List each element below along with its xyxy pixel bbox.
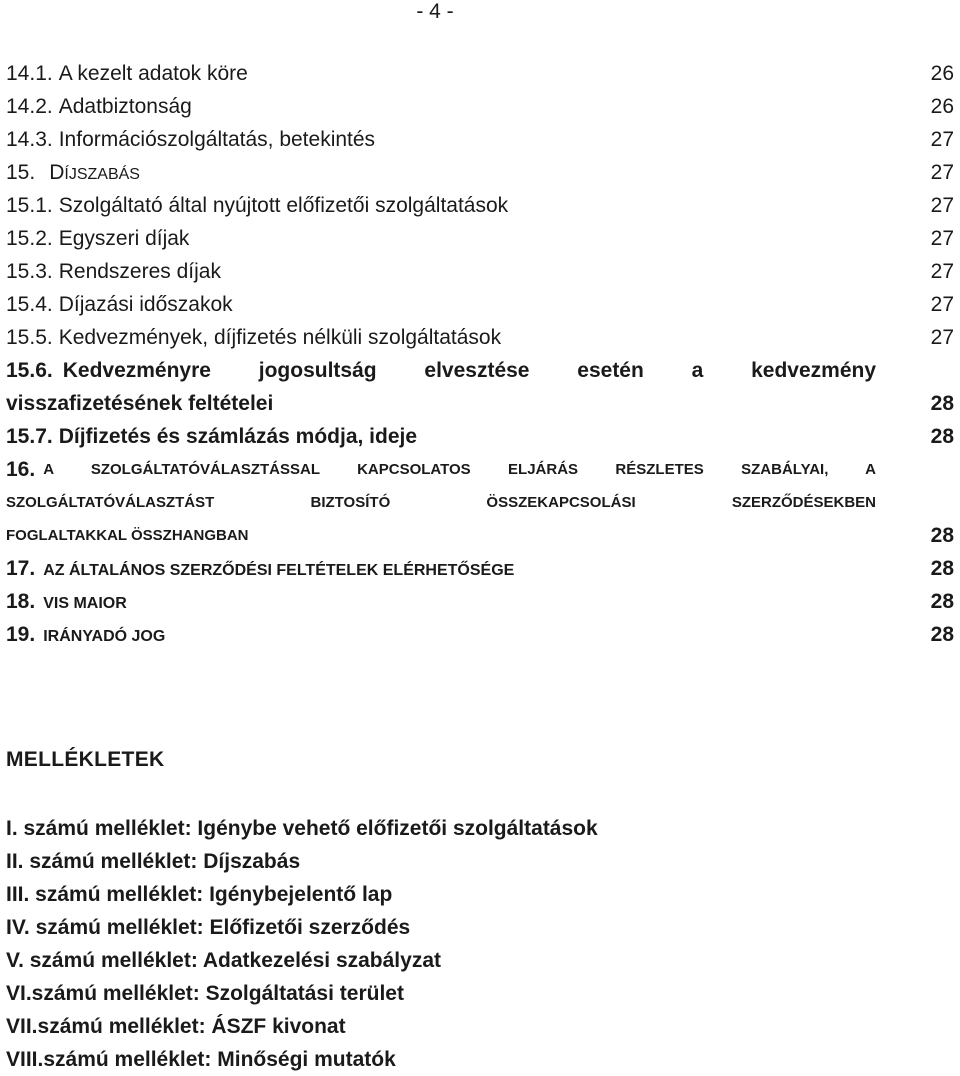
toc-page: 28 <box>930 623 954 646</box>
toc-page: 26 <box>930 95 954 118</box>
toc-entry-15-2 <box>6 222 954 255</box>
annex-item: V. számú melléklet: Adatkezelési szabályzat <box>6 949 441 972</box>
toc-entry-18 <box>6 585 954 618</box>
toc-entry-15-3 <box>6 255 954 288</box>
toc-number: 16. <box>6 458 36 481</box>
toc-title-rest: ÍJSZABÁS <box>64 166 140 183</box>
toc-title: AZ ÁLTALÁNOS SZERZŐDÉSI FELTÉTELEK ELÉRHETŐSÉGE <box>43 562 515 579</box>
toc-title-line2-text: visszafizetésének feltételei <box>6 392 274 415</box>
toc-title-line1 <box>6 453 876 486</box>
toc-page: 27 <box>930 227 954 250</box>
toc-entry-16 <box>6 453 954 552</box>
toc-page: 27 <box>930 161 954 184</box>
toc-page: 27 <box>930 260 954 283</box>
toc-title-line2: SZOLGÁLTATÓVÁLASZTÁST BIZTOSÍTÓ ÖSSZEKAPCSOLÁSI SZERZŐDÉSEKBEN <box>6 494 876 511</box>
annex-item: IV. számú melléklet: Előfizetői szerződés <box>6 916 411 939</box>
toc-title: A kezelt adatok köre <box>58 62 248 85</box>
toc-entry-17 <box>6 552 954 585</box>
annex-item: I. számú melléklet: Igénybe vehető előfizetői szolgáltatások <box>6 817 598 840</box>
annex-item: VIII.számú melléklet: Minőségi mutatók <box>6 1048 396 1071</box>
toc-number: 19. <box>6 623 36 646</box>
toc-title: Egyszeri díjak <box>58 227 190 250</box>
toc-title: Adatbiztonság <box>58 95 192 118</box>
toc-title-line3-text: FOGLALTAKKAL ÖSSZHANGBAN <box>6 527 249 544</box>
annex-heading: MELLÉKLETEK <box>6 748 165 771</box>
toc-page: 28 <box>930 524 954 547</box>
toc-number: 15.3. <box>6 260 53 283</box>
toc-number: 14.1. <box>6 62 53 85</box>
toc-title-line1-text: Kedvezményre jogosultság elvesztése esetén a kedvezmény <box>62 359 876 382</box>
toc-entry-14-3 <box>6 123 954 156</box>
toc-entry-14-2 <box>6 90 954 123</box>
toc-title: Szolgáltató által nyújtott előfizetői szolgáltatások <box>58 194 509 217</box>
toc-title: Információszolgáltatás, betekintés <box>58 128 376 151</box>
toc-number: 15.1. <box>6 194 53 217</box>
toc-number: 14.2. <box>6 95 53 118</box>
toc-title-line1-text: A SZOLGÁLTATÓVÁLASZTÁSSAL KAPCSOLATOS ELJÁRÁS RÉSZLETES SZABÁLYAI, A <box>43 461 876 478</box>
toc-entry-14-1 <box>6 57 954 90</box>
toc-number: 18. <box>6 590 36 613</box>
toc-title-line3 <box>6 519 954 552</box>
toc-number: 15.6. <box>6 359 53 382</box>
toc-page: 28 <box>930 590 954 613</box>
annex-item: III. számú melléklet: Igénybejelentő lap <box>6 883 393 906</box>
toc-page: 28 <box>930 425 954 448</box>
toc-title: Rendszeres díjak <box>58 260 221 283</box>
toc-entry-19 <box>6 618 954 651</box>
toc-title: Díjfizetés és számlázás módja, ideje <box>58 425 418 448</box>
toc-number: 15. <box>6 161 36 184</box>
table-of-contents <box>6 57 954 651</box>
annex-item: VII.számú melléklet: ÁSZF kivonat <box>6 1015 346 1038</box>
page-number: - 4 - <box>416 0 454 23</box>
toc-page: 27 <box>930 293 954 316</box>
toc-page: 27 <box>930 194 954 217</box>
toc-entry-15 <box>6 156 954 189</box>
toc-number: 15.7. <box>6 425 53 448</box>
toc-number: 17. <box>6 557 36 580</box>
annex-item: II. számú melléklet: Díjszabás <box>6 850 301 873</box>
toc-number: 14.3. <box>6 128 53 151</box>
toc-page: 28 <box>930 557 954 580</box>
toc-title: IRÁNYADÓ JOG <box>43 628 166 645</box>
annex-item: VI.számú melléklet: Szolgáltatási terület <box>6 982 404 1005</box>
toc-page: 28 <box>930 392 954 415</box>
toc-title <box>49 161 140 184</box>
toc-title: Díjazási időszakok <box>58 293 233 316</box>
toc-title: Kedvezmények, díjfizetés nélküli szolgáltatások <box>58 326 502 349</box>
toc-entry-15-4 <box>6 288 954 321</box>
toc-page: 26 <box>930 62 954 85</box>
toc-number: 15.2. <box>6 227 53 250</box>
toc-entry-15-6 <box>6 354 954 420</box>
annex-list <box>6 812 598 1076</box>
toc-page: 27 <box>930 128 954 151</box>
toc-entry-15-7 <box>6 420 954 453</box>
toc-number: 15.5. <box>6 326 53 349</box>
toc-title-initial: D <box>49 161 65 184</box>
toc-title-line2 <box>6 387 954 420</box>
toc-entry-15-5 <box>6 321 954 354</box>
toc-number: 15.4. <box>6 293 53 316</box>
toc-title-line1 <box>6 354 876 387</box>
toc-page: 27 <box>930 326 954 349</box>
toc-entry-15-1 <box>6 189 954 222</box>
toc-title: VIS MAIOR <box>43 595 127 612</box>
